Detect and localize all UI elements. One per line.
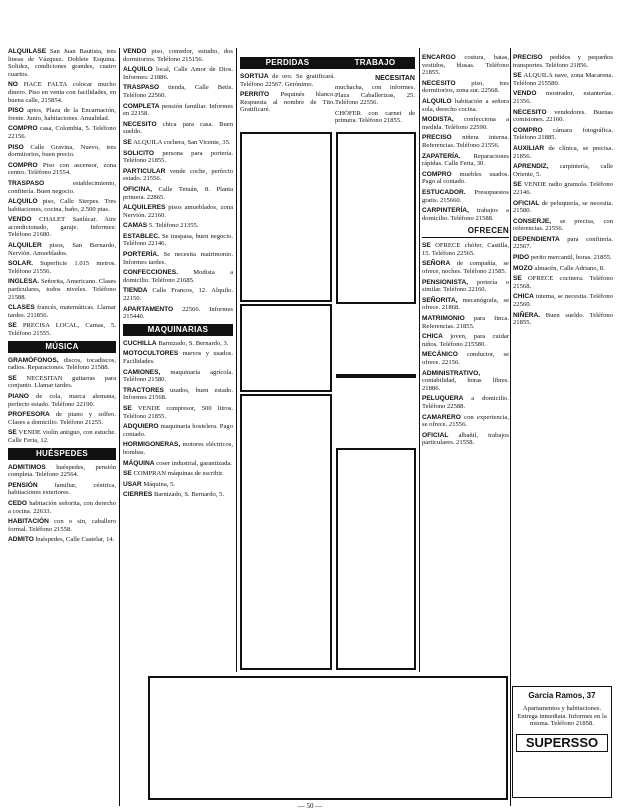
classified-ad: MOTOCULTORES nuevos y usados. Facilidades. <box>123 350 233 365</box>
classified-ad: SE PRECISA LOCAL, Camas, 5. Teléfono 21555. <box>8 322 116 337</box>
classified-ad: ADMITIMOS huéspedes, pensión completa. Teléfono 22564. <box>8 463 116 479</box>
classified-ad: ENCARGO costura, batas, vestidos, blusas. Teléfono 21855. <box>422 54 509 77</box>
classified-ad: SE VENDE compresor, 500 litros. Teléfono 21855. <box>123 404 233 420</box>
trabajo-necesitan: NECESITAN <box>375 75 415 82</box>
classified-ad: CARPINTERÍA, trabajos a domicilio. Teléfono 21588. <box>422 207 509 222</box>
classified-ad: CAMARERO con experiencia, se ofrece. 21556. <box>422 413 509 429</box>
classified-ad: CONSERJE, se precisa, con referencias. 21556. <box>513 217 613 233</box>
perdidas-ads <box>240 73 335 114</box>
classified-ad: ALQUILASE San Juan Bautista, tres lineas de Vázquez. Doblete Esquina. Solidez, condiciones grandes, cuatro cuartos. <box>8 48 116 78</box>
column-5 <box>422 54 509 679</box>
classified-ad: ALQUILO piso, Calle Sierpes. Tres habitaciones, cocina, baño, 2.500 ptas. <box>8 198 116 213</box>
classified-ad: ESTABLEC. Se traspasa, buen negocio. Teléfono 22146. <box>123 232 233 248</box>
col1-ads-top <box>8 48 116 338</box>
column-rule <box>119 48 120 806</box>
classified-ad: MECÁNICO conductor, se ofrece. 22156. <box>422 351 509 366</box>
classified-ad: HABITACIÓN con o sin, caballero formal. Teléfono 21558. <box>8 518 116 533</box>
classified-ad: CHICA joven, para cuidar niños. Teléfono 215580. <box>422 333 509 348</box>
classified-ad: MODISTA, confecciona a medida. Teléfono 22590. <box>422 116 509 131</box>
bernal-ad <box>240 394 332 670</box>
classified-ad: ALQUILERES pisos amueblados, zona Nervión. 22160. <box>123 204 233 219</box>
classified-ad: ALQUILER pisos, San Bernardo, Nervión. Amueblados. <box>8 242 116 257</box>
classified-ad: NECESITO chica para casa. Buen sueldo. <box>123 120 233 136</box>
classified-ad: GRAMÓFONOS, discos, tocadiscos, radios. Reparaciones. Teléfono 21588. <box>8 356 116 372</box>
column-1 <box>8 48 116 806</box>
classified-ad: SORTIJA de oro. Se gratificará. Teléfono 22567. Gerónimo. <box>240 73 335 88</box>
delegacion-ad <box>240 132 332 302</box>
representantes-ad <box>336 294 416 372</box>
section-header-trabajo: TRABAJO <box>335 57 415 69</box>
classified-ad: PORTERÍA. Se necesita matrimonio. Informes tardes. <box>123 251 233 266</box>
col6-ads-top <box>513 54 613 327</box>
column-6 <box>513 54 613 754</box>
classified-ad: SE NECESITAN guitarras para conjunto. Llamar tardes. <box>8 374 116 390</box>
section-header-maquinarias: MAQUINARIAS <box>123 324 233 336</box>
classified-ad: HORMIGONERAS, motores eléctricos, bombas. <box>123 441 233 456</box>
classified-ad: TRASPASO establecimiento, confitería. Buen negocio. <box>8 179 116 195</box>
classified-ad: ADQUIERO maquinaria hostelera. Pago contado. <box>123 423 233 438</box>
classified-ad: COMPRO Piso con ascensor, zona centro. Teléfono 21554. <box>8 161 116 177</box>
classified-ad: MATRIMONIO para finca. Referencias. 21855. <box>422 315 509 330</box>
trabajo-ad-2: CHÓFER con carnet de primera. Teléfono 21855. <box>335 109 415 125</box>
classified-ad: ALQUILO habitación a señora sola, derecho cocina. <box>422 97 509 113</box>
classified-ad: VENDO piso, comedor, estudio, dos dormitorios. Teléfono 215156. <box>123 48 233 63</box>
joven-ad <box>240 304 332 392</box>
classified-ad: OFICIAL albañil, trabajos particulares. 21558. <box>422 431 509 447</box>
classified-ad: PARTICULAR vende coche, perfecto estado. 21556. <box>123 167 233 183</box>
page-number: — 50 — <box>297 802 323 810</box>
relaciones-ad <box>336 374 416 444</box>
classified-ad: TRASPASO tienda, Calle Betis. Teléfono 22560. <box>123 84 233 99</box>
section-header-musica: MÚSICA <box>8 341 116 353</box>
classified-ad: PRECISO pedidos y pequeños transportes. Teléfono 21856. <box>513 54 613 69</box>
col5-ads-top <box>422 54 509 222</box>
classified-ad: PENSIONISTA, portería o similar. Teléfono 22160. <box>422 278 509 294</box>
classified-ad: CAMAS 5. Teléfono 21355. <box>123 222 199 230</box>
classified-ad: NO HACE FALTA colocar mucho dinero. Piso en venta con facilidades, en buena calle, 215854. <box>8 81 116 104</box>
classified-ad: COMPRO casa, Colombia, 5. Teléfono 22156. <box>8 125 116 140</box>
classified-ad: CAMIONES, maquinaria agrícola. Teléfono 21580. <box>123 368 233 384</box>
classified-ad: SE OFRECE chófer, Castilla, 15. Teléfono 22565. <box>422 242 509 257</box>
classified-ad: SE VENDE violín antiguo, con estuche. Calle Feria, 12. <box>8 429 116 444</box>
garcia-ramos-title: Garcia Ramos, 37 <box>528 691 596 700</box>
classified-ad: CHICA interna, se necesita. Teléfono 22560. <box>513 293 613 309</box>
section-header-ofrecen: OFRECEN <box>422 225 509 238</box>
section-header-perdidas: PERDIDAS <box>240 57 335 69</box>
classified-ad: APRENDIZ, carpintería, calle Oriente, 5. <box>513 163 613 178</box>
classified-ad: COMPLETA pensión familiar. Informes en 22158. <box>123 102 233 118</box>
col5-ads-mid <box>422 242 509 447</box>
classified-ad: COMPRO cámara fotográfica. Teléfono 21885. <box>513 126 613 142</box>
classified-ad: CONFECCIONES. Modista a domicilio. Teléfono 21685. <box>123 269 233 284</box>
column-rule <box>510 48 511 806</box>
classified-ad: ALQUILO local, Calle Amor de Dios. Informes: 21886. <box>123 66 233 81</box>
classified-ad: SEÑORA de compañía, se ofrece, noches. Teléfono 21585. <box>422 260 509 276</box>
classified-ad: PELUQUERA a domicilio. Teléfono 22588. <box>422 395 509 410</box>
classified-ad: SE COMPRAN máquinas de escribir. <box>123 470 224 478</box>
trabajo-ad-1: muchacha, con informes. Plaza Caballerizas, 25. Teléfono 22556. <box>335 84 415 107</box>
garcia-ramos-ad <box>512 686 612 798</box>
classified-ad: NECESITO piso, tres dormitorios, zona sur. 22568. <box>422 79 509 95</box>
classified-ad: PIANO de cola, marca alemana, perfecto estado. Teléfono 22190. <box>8 392 116 408</box>
classified-ad: PERRITO Pequinés blanco. Respuesta al nombre de Tito. Gratificaré. <box>240 91 335 114</box>
classified-ad: AUXILIAR de clínica, se precisa. 21856. <box>513 144 613 160</box>
classified-ad: USAR Máquina, 5. <box>123 480 176 488</box>
classified-ad: COMPRO muebles usados. Pago al contado. <box>422 170 509 186</box>
classified-ad: CUCHILLA Barnizado, S. Bernardo, 3. <box>123 339 229 347</box>
classified-ad: PENSIÓN familiar, céntrica, habitaciones exteriores. <box>8 481 116 497</box>
classified-ad: SEÑORITA, mecanógrafa, se ofrece. 21868. <box>422 296 509 312</box>
parcelas-ad <box>336 132 416 304</box>
col1-ads-bottom <box>8 357 116 445</box>
classified-ad: DEPENDIENTA para confitería. 22567. <box>513 235 613 251</box>
relaciones-title <box>336 374 416 378</box>
garcia-ramos-body: Apartamentos y habitaciones. Entrega inmediata. Informes en la misma. Teléfono 21858. <box>517 705 607 728</box>
classified-ad: VENDO CHALET Sanlúcar. Aire acondicionado, garaje. Informes: Teléfono 21680. <box>8 216 116 239</box>
classified-ad: NECESITO vendedores. Buenas comisiones. 22160. <box>513 108 613 124</box>
classified-ad: CIERRES Barnizado, S. Bernardo, 5. <box>123 491 225 499</box>
classified-ad: ADMITO huéspedes, Calle Castelar, 14. <box>8 536 115 544</box>
classified-ad: SOLICITO persona para portería. Teléfono 21855. <box>123 149 233 165</box>
classified-ad: NIÑERA. Buen sueldo. Teléfono 21855. <box>513 311 613 327</box>
col1-ads-guests <box>8 464 116 544</box>
classified-ad: VENDO mostrador, estanterías. 21356. <box>513 90 613 105</box>
classified-ad: OFICINA, Calle Tetuán, 8. Planta primera. 22865. <box>123 185 233 201</box>
col2-ads-bottom <box>123 340 233 499</box>
column-rule <box>236 48 237 672</box>
classified-ad: PROFESORA de piano y solfeo. Clases a domicilio. Teléfono 21255. <box>8 411 116 426</box>
column-rule <box>419 48 420 672</box>
classified-ad: CEDO habitación señorita, con derecho a cocina. 22633. <box>8 499 116 515</box>
classified-ad: SE ALQUILA cochera, San Vicente, 35. <box>123 138 231 146</box>
classified-ad: OFICIAL de peluquería, se necesita. 21580. <box>513 199 613 215</box>
classified-ad: SE ALQUILA nave, zona Macarena. Teléfono 215580. <box>513 72 613 87</box>
classified-ad: PIDO perito mercantil, horas. 21855. <box>513 254 612 262</box>
classified-ad: ESTUCADOR. Presupuestos gratis. 215660. <box>422 188 509 204</box>
classified-ad: ADMINISTRATIVO, contabilidad, horas libres. 21886. <box>422 369 509 392</box>
section-header-huespedes: HUÉSPEDES <box>8 448 116 460</box>
trabajo-block <box>335 54 415 144</box>
classified-ad: SE VENDE radio gramola. Teléfono 22146. <box>513 181 613 196</box>
naves-ad <box>336 448 416 670</box>
supersso-brand: SUPERSSO <box>516 734 608 752</box>
classified-ad: CLASES francés, matemáticas. Llamar tardes. 211856. <box>8 304 116 319</box>
column-2 <box>123 48 233 688</box>
col2-ads-top <box>123 48 233 321</box>
classified-ad: TRACTORES usados, buen estado. Informes 21568. <box>123 386 233 402</box>
perdidas-block <box>240 54 335 144</box>
ocasion-compro-ad <box>148 676 508 800</box>
classified-ad: INGLESA. Señorita, Americano. Clases particulares, todos niveles. Teléfono 21588. <box>8 278 116 301</box>
classified-ad: MOZO almacén, Calle Adriano, 8. <box>513 264 605 272</box>
classified-ad: APARTAMENTO 22566. Informes 215440. <box>123 305 233 321</box>
classified-ad: PISO Calle Gravina, Nuevo, tres dormitorios, buen precio. <box>8 143 116 159</box>
classified-ad: MÁQUINA coser industrial, garantizada. <box>123 459 232 467</box>
classified-ad: PISO aptos, Plaza de la Encarnación, frente. Junio, habitaciones. Anualidad. <box>8 107 116 122</box>
classified-ad: SOLAR. Superficie 1.015 metros. Teléfono 21556. <box>8 260 116 275</box>
classified-ad: SE OFRECE cocinera. Teléfono 21568. <box>513 275 613 290</box>
classified-ad: ZAPATERÍA. Reparaciones rápidas. Calle Feria, 30. <box>422 152 509 168</box>
classified-ad: PRECISO niñera interna. Referencias. Teléfono 21556. <box>422 134 509 149</box>
classified-ad: TIENDA Calle Francos, 12. Alquilo. 22150. <box>123 287 233 303</box>
